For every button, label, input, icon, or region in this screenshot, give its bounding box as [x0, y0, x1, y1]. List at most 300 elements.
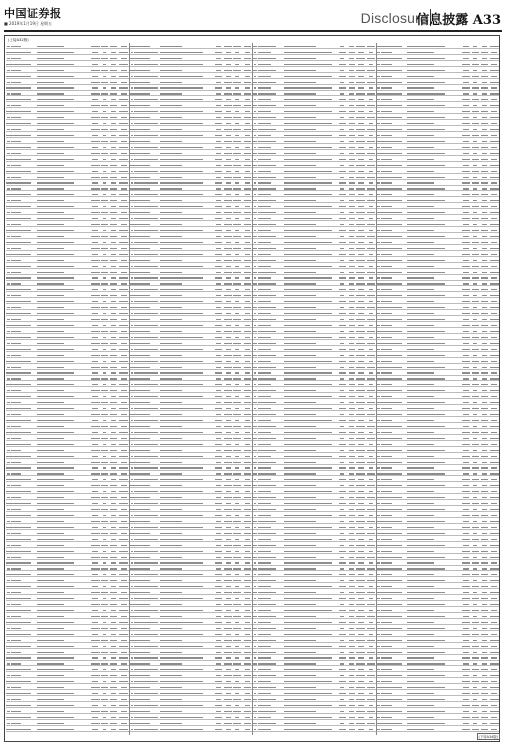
text-line-placeholder — [233, 497, 241, 498]
text-line-placeholder — [131, 622, 133, 623]
text-line-placeholder — [358, 64, 364, 65]
text-line-placeholder — [11, 289, 32, 290]
text-line-placeholder — [92, 337, 98, 338]
text-line-placeholder — [160, 70, 182, 71]
text-line-placeholder — [103, 147, 106, 148]
text-line-placeholder — [367, 153, 375, 154]
text-line-placeholder — [11, 194, 32, 195]
text-line-placeholder — [121, 580, 127, 581]
text-line-placeholder — [254, 99, 256, 100]
text-line-placeholder — [226, 681, 231, 682]
text-line-placeholder — [224, 545, 232, 546]
text-line-placeholder — [91, 236, 100, 237]
text-line-placeholder — [111, 301, 116, 302]
text-line-placeholder — [160, 622, 203, 623]
text-line-placeholder — [356, 260, 365, 261]
text-line-placeholder — [37, 343, 64, 344]
text-line-placeholder — [131, 87, 133, 88]
text-line-placeholder — [130, 141, 133, 142]
text-line-placeholder — [245, 99, 250, 100]
text-line-placeholder — [7, 580, 10, 581]
text-line-placeholder — [160, 242, 203, 243]
text-line-placeholder — [37, 426, 64, 427]
text-line-placeholder — [160, 675, 182, 676]
text-line-placeholder — [367, 272, 375, 273]
text-line-placeholder — [134, 159, 157, 160]
text-line-placeholder — [244, 129, 251, 130]
text-line-placeholder — [11, 76, 32, 77]
text-line-placeholder — [11, 604, 21, 605]
text-line-placeholder — [11, 384, 32, 385]
text-line-placeholder — [134, 657, 157, 658]
text-line-placeholder — [216, 545, 221, 546]
text-line-placeholder — [37, 260, 64, 261]
text-line-placeholder — [7, 533, 10, 534]
text-line-placeholder — [91, 497, 100, 498]
text-line-placeholder — [226, 254, 231, 255]
text-line-placeholder — [226, 467, 231, 468]
text-line-placeholder — [37, 372, 75, 373]
text-line-placeholder — [358, 123, 364, 124]
text-line-placeholder — [111, 657, 116, 658]
text-line-placeholder — [244, 236, 251, 237]
text-line-placeholder — [284, 76, 333, 77]
text-line-placeholder — [111, 574, 116, 575]
text-line-placeholder — [119, 408, 128, 409]
text-line-placeholder — [160, 539, 203, 540]
text-line-placeholder — [111, 218, 116, 219]
table-cell — [160, 731, 214, 735]
text-line-placeholder — [130, 70, 133, 71]
text-line-placeholder — [7, 663, 10, 664]
text-line-placeholder — [215, 657, 222, 658]
text-line-placeholder — [92, 681, 98, 682]
text-line-placeholder — [110, 521, 117, 522]
text-line-placeholder — [101, 307, 108, 308]
text-line-placeholder — [216, 319, 221, 320]
text-line-placeholder — [110, 426, 117, 427]
text-line-placeholder — [245, 527, 250, 528]
text-line-placeholder — [11, 372, 32, 373]
text-line-placeholder — [119, 206, 128, 207]
section-title: 信息披露 A33 — [416, 13, 501, 28]
text-line-placeholder — [215, 705, 222, 706]
text-line-placeholder — [91, 82, 100, 83]
text-line-placeholder — [110, 462, 117, 463]
text-line-placeholder — [284, 141, 316, 142]
notice-frame — [4, 35, 500, 742]
text-line-placeholder — [226, 491, 231, 492]
text-line-placeholder — [226, 349, 231, 350]
text-line-placeholder — [7, 200, 10, 201]
text-line-placeholder — [131, 135, 133, 136]
text-line-placeholder — [103, 491, 106, 492]
text-line-placeholder — [121, 390, 127, 391]
text-line-placeholder — [245, 337, 250, 338]
text-line-placeholder — [235, 657, 239, 658]
text-line-placeholder — [7, 177, 10, 178]
text-line-placeholder — [11, 557, 21, 558]
text-line-placeholder — [121, 462, 127, 463]
text-line-placeholder — [160, 610, 203, 611]
text-line-placeholder — [358, 230, 364, 231]
text-line-placeholder — [111, 515, 116, 516]
text-line-placeholder — [235, 681, 239, 682]
text-line-placeholder — [37, 444, 75, 445]
text-line-placeholder — [258, 105, 276, 106]
text-line-placeholder — [37, 479, 75, 480]
text-line-placeholder — [111, 194, 116, 195]
text-line-placeholder — [284, 301, 333, 302]
text-line-placeholder — [215, 574, 222, 575]
text-line-placeholder — [233, 663, 241, 664]
text-line-placeholder — [91, 485, 100, 486]
text-line-placeholder — [339, 266, 347, 267]
text-line-placeholder — [121, 105, 127, 106]
text-line-placeholder — [119, 135, 128, 136]
text-line-placeholder — [7, 592, 10, 593]
text-line-placeholder — [134, 497, 149, 498]
text-line-placeholder — [103, 479, 106, 480]
text-line-placeholder — [258, 64, 271, 65]
text-line-placeholder — [130, 640, 133, 641]
text-line-placeholder — [235, 76, 239, 77]
text-line-placeholder — [101, 592, 108, 593]
text-line-placeholder — [160, 634, 203, 635]
text-line-placeholder — [233, 212, 241, 213]
text-line-placeholder — [111, 527, 116, 528]
text-line-placeholder — [340, 153, 344, 154]
text-line-placeholder — [131, 456, 133, 457]
text-line-placeholder — [111, 681, 116, 682]
text-line-placeholder — [215, 301, 222, 302]
text-line-placeholder — [284, 171, 333, 172]
text-line-placeholder — [160, 331, 182, 332]
text-line-placeholder — [110, 58, 117, 59]
text-line-placeholder — [254, 337, 256, 338]
text-line-placeholder — [121, 652, 127, 653]
text-line-placeholder — [37, 378, 64, 379]
text-line-placeholder — [215, 396, 222, 397]
text-line-placeholder — [103, 159, 106, 160]
text-line-placeholder — [244, 473, 251, 474]
text-line-placeholder — [233, 414, 241, 415]
text-line-placeholder — [245, 444, 250, 445]
text-line-placeholder — [216, 568, 221, 569]
text-line-placeholder — [215, 681, 222, 682]
text-line-placeholder — [258, 254, 271, 255]
text-line-placeholder — [11, 165, 21, 166]
text-line-placeholder — [134, 46, 149, 47]
text-line-placeholder — [233, 58, 241, 59]
text-line-placeholder — [134, 675, 149, 676]
text-line-placeholder — [92, 717, 98, 718]
text-line-placeholder — [134, 313, 157, 314]
text-line-placeholder — [258, 141, 276, 142]
text-line-placeholder — [11, 729, 32, 730]
text-line-placeholder — [11, 87, 32, 88]
text-line-placeholder — [258, 242, 271, 243]
text-line-placeholder — [130, 592, 133, 593]
text-line-placeholder — [216, 509, 221, 510]
text-line-placeholder — [37, 230, 75, 231]
text-line-placeholder — [233, 355, 241, 356]
text-line-placeholder — [101, 260, 108, 261]
text-line-placeholder — [216, 640, 221, 641]
table-row — [130, 731, 253, 735]
text-line-placeholder — [160, 646, 203, 647]
text-line-placeholder — [245, 289, 250, 290]
text-line-placeholder — [233, 46, 241, 47]
text-line-placeholder — [11, 628, 21, 629]
text-line-placeholder — [103, 254, 106, 255]
text-line-placeholder — [340, 307, 344, 308]
text-line-placeholder — [119, 574, 128, 575]
text-line-placeholder — [7, 545, 10, 546]
text-line-placeholder — [216, 212, 221, 213]
text-line-placeholder — [253, 319, 257, 320]
text-line-placeholder — [11, 248, 21, 249]
text-line-placeholder — [160, 52, 203, 53]
text-line-placeholder — [37, 64, 75, 65]
text-line-placeholder — [110, 129, 117, 130]
text-line-placeholder — [224, 711, 232, 712]
text-line-placeholder — [110, 331, 117, 332]
text-line-placeholder — [226, 301, 231, 302]
text-line-placeholder — [101, 485, 108, 486]
text-line-placeholder — [235, 135, 239, 136]
text-line-placeholder — [245, 171, 250, 172]
text-line-placeholder — [284, 325, 333, 326]
text-line-placeholder — [11, 58, 21, 59]
text-line-placeholder — [258, 325, 271, 326]
text-line-placeholder — [235, 87, 239, 88]
text-line-placeholder — [110, 545, 117, 546]
text-line-placeholder — [134, 663, 149, 664]
text-line-placeholder — [37, 646, 75, 647]
text-line-placeholder — [233, 675, 241, 676]
text-line-placeholder — [254, 159, 256, 160]
text-line-placeholder — [11, 580, 21, 581]
text-line-placeholder — [121, 212, 127, 213]
text-line-placeholder — [121, 331, 127, 332]
text-line-placeholder — [7, 307, 10, 308]
holdings-panel — [253, 43, 377, 735]
text-line-placeholder — [215, 87, 222, 88]
text-line-placeholder — [130, 378, 133, 379]
text-line-placeholder — [134, 402, 149, 403]
text-line-placeholder — [92, 515, 98, 516]
text-line-placeholder — [121, 343, 127, 344]
text-line-placeholder — [103, 194, 106, 195]
text-line-placeholder — [11, 182, 32, 183]
text-line-placeholder — [131, 289, 133, 290]
text-line-placeholder — [226, 693, 231, 694]
text-line-placeholder — [233, 331, 241, 332]
table-cell — [91, 731, 101, 735]
text-line-placeholder — [258, 123, 271, 124]
text-line-placeholder — [254, 218, 256, 219]
text-line-placeholder — [224, 592, 232, 593]
text-line-placeholder — [130, 153, 133, 154]
text-line-placeholder — [339, 325, 347, 326]
text-line-placeholder — [37, 438, 64, 439]
text-line-placeholder — [37, 349, 75, 350]
text-line-placeholder — [131, 194, 133, 195]
text-line-placeholder — [111, 562, 116, 563]
text-line-placeholder — [110, 604, 117, 605]
text-line-placeholder — [284, 165, 316, 166]
text-line-placeholder — [101, 497, 108, 498]
text-line-placeholder — [284, 331, 316, 332]
text-line-placeholder — [253, 93, 257, 94]
text-line-placeholder — [92, 456, 98, 457]
text-line-placeholder — [244, 521, 251, 522]
text-line-placeholder — [226, 384, 231, 385]
text-line-placeholder — [134, 467, 157, 468]
text-line-placeholder — [358, 301, 364, 302]
text-line-placeholder — [233, 343, 241, 344]
text-line-placeholder — [233, 82, 241, 83]
text-line-placeholder — [244, 462, 251, 463]
text-line-placeholder — [92, 361, 98, 362]
text-line-placeholder — [101, 200, 108, 201]
text-line-placeholder — [224, 640, 232, 641]
text-line-placeholder — [160, 123, 203, 124]
text-line-placeholder — [121, 557, 127, 558]
text-line-placeholder — [215, 337, 222, 338]
text-line-placeholder — [160, 301, 203, 302]
text-line-placeholder — [91, 200, 100, 201]
text-line-placeholder — [258, 111, 271, 112]
text-line-placeholder — [37, 485, 64, 486]
text-line-placeholder — [284, 337, 333, 338]
text-line-placeholder — [11, 277, 32, 278]
text-line-placeholder — [11, 432, 32, 433]
text-line-placeholder — [215, 503, 222, 504]
text-line-placeholder — [340, 141, 344, 142]
text-line-placeholder — [226, 171, 231, 172]
text-line-placeholder — [101, 129, 108, 130]
text-line-placeholder — [103, 313, 106, 314]
text-line-placeholder — [134, 200, 149, 201]
text-line-placeholder — [215, 444, 222, 445]
text-line-placeholder — [160, 76, 203, 77]
text-line-placeholder — [37, 171, 75, 172]
text-line-placeholder — [367, 248, 375, 249]
text-line-placeholder — [349, 218, 355, 219]
text-line-placeholder — [110, 283, 117, 284]
text-line-placeholder — [216, 236, 221, 237]
text-line-placeholder — [11, 634, 32, 635]
text-line-placeholder — [358, 218, 364, 219]
text-line-placeholder — [91, 580, 100, 581]
text-line-placeholder — [216, 675, 221, 676]
text-line-placeholder — [226, 551, 231, 552]
text-line-placeholder — [349, 248, 353, 249]
text-line-placeholder — [233, 473, 241, 474]
text-line-placeholder — [101, 165, 108, 166]
text-line-placeholder — [245, 194, 250, 195]
text-line-placeholder — [226, 408, 231, 409]
text-line-placeholder — [244, 224, 251, 225]
text-line-placeholder — [37, 657, 75, 658]
text-line-placeholder — [110, 93, 117, 94]
text-line-placeholder — [119, 289, 128, 290]
text-line-placeholder — [258, 307, 276, 308]
text-line-placeholder — [245, 515, 250, 516]
text-line-placeholder — [11, 355, 21, 356]
text-line-placeholder — [131, 99, 133, 100]
text-line-placeholder — [37, 723, 64, 724]
text-line-placeholder — [369, 182, 373, 183]
text-line-placeholder — [369, 289, 373, 290]
text-line-placeholder — [121, 426, 127, 427]
text-line-placeholder — [11, 408, 32, 409]
text-line-placeholder — [233, 200, 241, 201]
text-line-placeholder — [121, 402, 127, 403]
text-line-placeholder — [111, 99, 116, 100]
text-line-placeholder — [349, 82, 353, 83]
text-line-placeholder — [92, 52, 98, 53]
text-line-placeholder — [11, 521, 21, 522]
text-line-placeholder — [245, 52, 250, 53]
text-line-placeholder — [254, 289, 256, 290]
text-line-placeholder — [224, 604, 232, 605]
text-line-placeholder — [103, 527, 106, 528]
text-line-placeholder — [233, 652, 241, 653]
text-line-placeholder — [7, 568, 10, 569]
text-line-placeholder — [37, 711, 64, 712]
text-line-placeholder — [244, 640, 251, 641]
text-line-placeholder — [258, 177, 276, 178]
text-line-placeholder — [284, 194, 333, 195]
text-line-placeholder — [92, 87, 98, 88]
text-line-placeholder — [160, 384, 203, 385]
text-line-placeholder — [11, 236, 21, 237]
text-line-placeholder — [253, 200, 257, 201]
text-line-placeholder — [110, 438, 117, 439]
text-line-placeholder — [254, 171, 256, 172]
text-line-placeholder — [92, 218, 98, 219]
text-line-placeholder — [131, 361, 133, 362]
text-line-placeholder — [340, 177, 344, 178]
text-line-placeholder — [216, 533, 221, 534]
text-line-placeholder — [37, 277, 75, 278]
text-line-placeholder — [130, 711, 133, 712]
text-line-placeholder — [160, 313, 203, 314]
text-line-placeholder — [130, 628, 133, 629]
text-line-placeholder — [110, 319, 117, 320]
text-line-placeholder — [11, 657, 32, 658]
text-line-placeholder — [349, 93, 353, 94]
text-line-placeholder — [11, 444, 32, 445]
text-line-placeholder — [216, 70, 221, 71]
text-line-placeholder — [233, 462, 241, 463]
text-line-placeholder — [356, 82, 365, 83]
text-line-placeholder — [119, 444, 128, 445]
text-line-placeholder — [103, 289, 106, 290]
text-line-placeholder — [134, 165, 149, 166]
text-line-placeholder — [130, 165, 133, 166]
text-line-placeholder — [253, 165, 257, 166]
text-line-placeholder — [244, 687, 251, 688]
text-line-placeholder — [101, 473, 108, 474]
text-line-placeholder — [131, 206, 133, 207]
text-line-placeholder — [111, 610, 116, 611]
text-line-placeholder — [103, 218, 106, 219]
text-line-placeholder — [130, 188, 133, 189]
